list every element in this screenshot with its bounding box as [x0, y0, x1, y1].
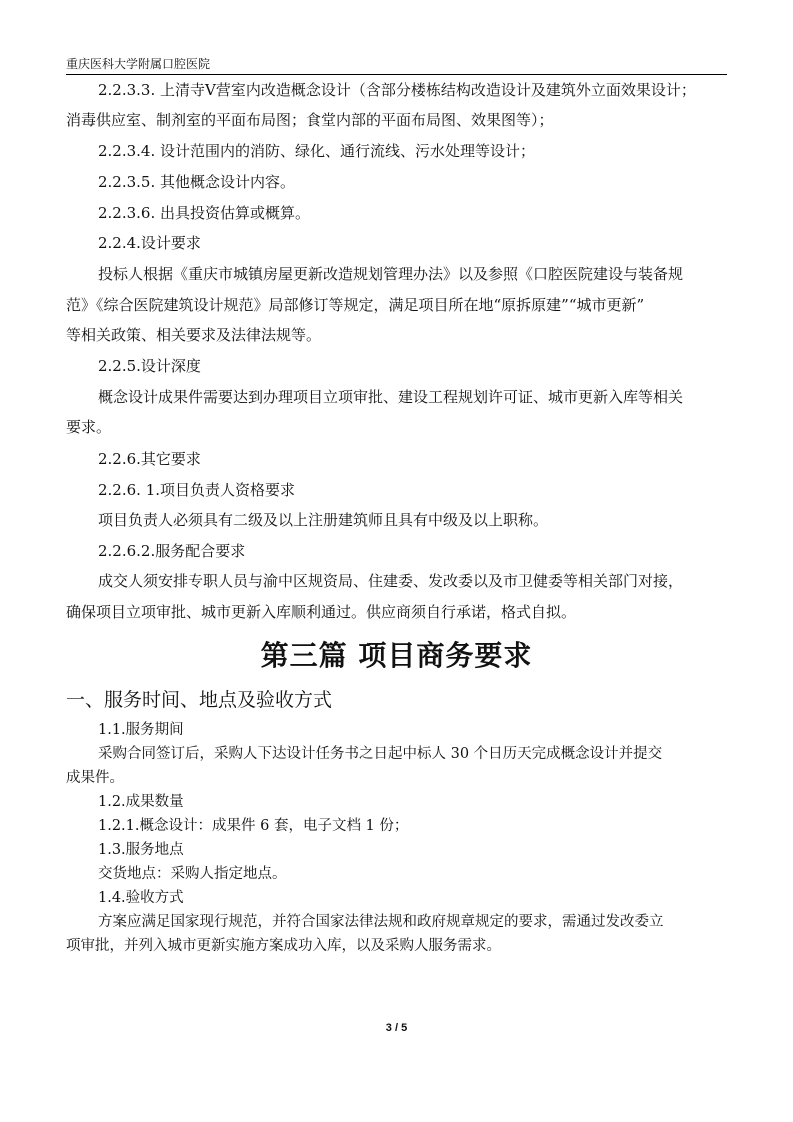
heading-1-3: 1.3.服务地点	[98, 842, 184, 858]
paragraph-1-2-1: 1.2.1.概念设计：成果件 6 套，电子文档 1 份；	[98, 818, 409, 834]
heading-2-2-6-1: 2.2.6. 1.项目负责人资格要求	[98, 481, 296, 499]
heading-1-4: 1.4.验收方式	[98, 890, 184, 906]
paragraph-design-depth-line2: 要求。	[66, 418, 112, 436]
paragraph-design-depth-line1: 概念设计成果件需要达到办理项目立项审批、建设工程规划许可证、城市更新入库等相关	[98, 388, 684, 406]
page-number: 3 / 5	[385, 1022, 408, 1034]
paragraph-design-req-line1: 投标人根据《重庆市城镇房屋更新改造规划管理办法》以及参照《口腔医院建设与装备规	[98, 265, 684, 283]
heading-2-2-5: 2.2.5.设计深度	[98, 357, 201, 375]
paragraph-2-2-3-6: 2.2.3.6. 出具投资估算或概算。	[98, 204, 311, 222]
paragraph-service-period-line2: 成果件。	[66, 770, 124, 786]
paragraph-delivery-location: 交货地点：采购人指定地点。	[98, 866, 287, 882]
paragraph-2-2-3-3-line1: 2.2.3.3. 上清寺Ⅴ营室内改造概念设计（含部分楼栋结构改造设计及建筑外立面效果设计；	[98, 81, 696, 99]
paragraph-leader-qualification: 项目负责人必须具有二级及以上注册建筑师且具有中级及以上职称。	[98, 511, 549, 529]
heading-1-1: 1.1.服务期间	[98, 722, 184, 738]
paragraph-2-2-3-3-line2: 消毒供应室、制剂室的平面布局图；食堂内部的平面布局图、效果图等）；	[66, 111, 554, 129]
heading-2-2-6: 2.2.6.其它要求	[98, 450, 201, 468]
paragraph-service-period-line1: 采购合同签订后，采购人下达设计任务书之日起中标人 30 个日历天完成概念设计并提交	[98, 746, 663, 762]
paragraph-cooperation-line1: 成交人须安排专职人员与渝中区规资局、住建委、发改委以及市卫健委等相关部门对接，	[98, 572, 684, 590]
paragraph-design-req-line2: 范》《综合医院建筑设计规范》局部修订等规定，满足项目所在地“原拆原建”“城市更新”	[66, 296, 645, 314]
paragraph-acceptance-line2: 项审批，并列入城市更新实施方案成功入库，以及采购人服务需求。	[66, 938, 501, 954]
section-title: 一、服务时间、地点及验收方式	[66, 689, 333, 711]
paragraph-2-2-3-4: 2.2.3.4. 设计范围内的消防、绿化、通行流线、污水处理等设计；	[98, 142, 536, 160]
heading-2-2-6-2: 2.2.6.2.服务配合要求	[98, 542, 246, 560]
heading-2-2-4: 2.2.4.设计要求	[98, 234, 201, 252]
chapter-title: 第三篇 项目商务要求	[260, 639, 533, 672]
paragraph-cooperation-line2: 确保项目立项审批、城市更新入库顺利通过。供应商须自行承诺，格式自拟。	[66, 603, 577, 621]
paragraph-acceptance-line1: 方案应满足国家现行规范，并符合国家法律法规和政府规章规定的要求，需通过发改委立	[98, 914, 664, 930]
paragraph-design-req-line3: 等相关政策、相关要求及法律法规等。	[66, 326, 322, 344]
heading-1-2: 1.2.成果数量	[98, 794, 184, 810]
paragraph-2-2-3-5: 2.2.3.5. 其他概念设计内容。	[98, 173, 296, 191]
page-header: 重庆医科大学附属口腔医院	[66, 56, 727, 75]
